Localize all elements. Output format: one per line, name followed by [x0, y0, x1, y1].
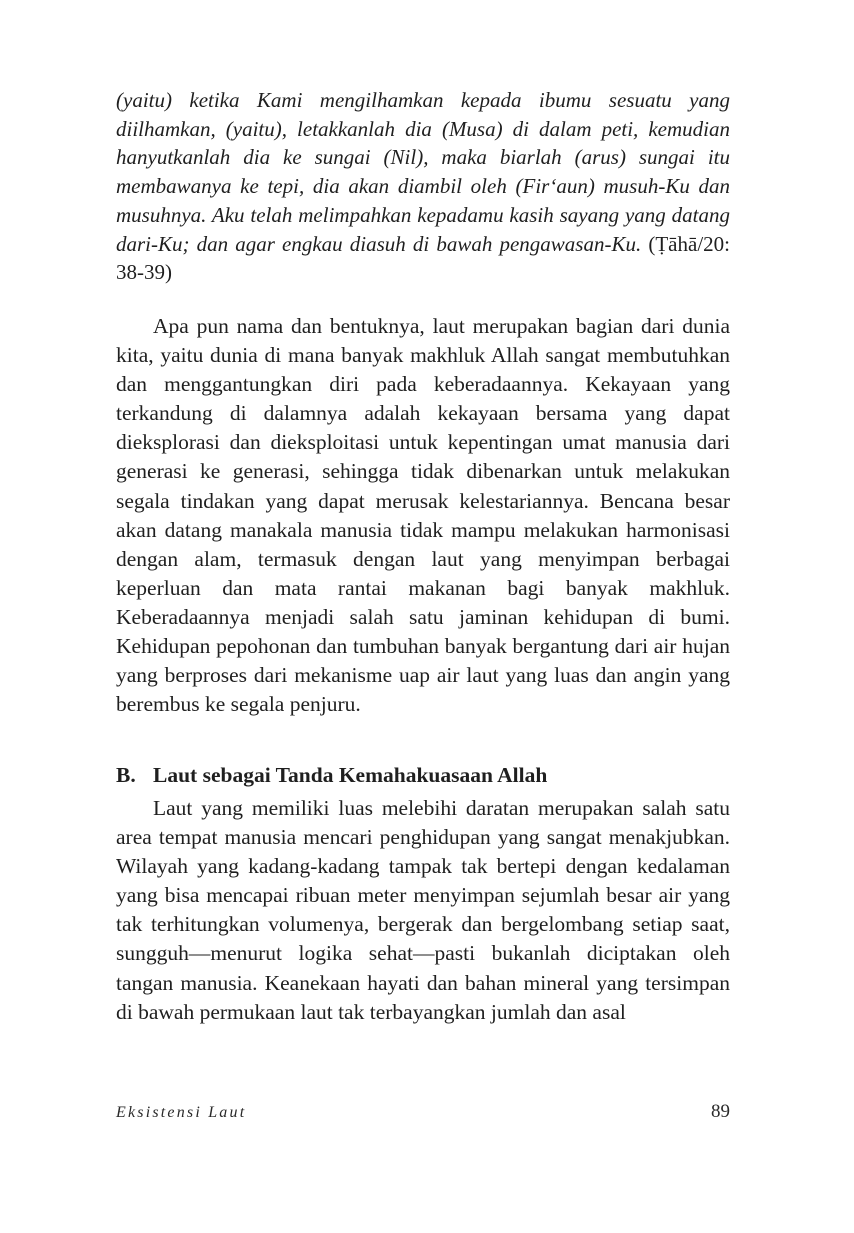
section-title: Laut sebagai Tanda Kemahakuasaan Allah — [153, 763, 548, 787]
page-number: 89 — [711, 1101, 730, 1122]
section-heading — [116, 761, 730, 790]
running-footer-title: Eksistensi Laut — [116, 1104, 247, 1121]
quote-reference: (Ṭāhā/20: 38-39) — [116, 231, 730, 285]
quran-quote — [116, 86, 730, 287]
body-paragraph-1: Apa pun nama dan bentuknya, laut merupakan bagian dari dunia kita, yaitu dunia di mana banyak makhluk Allah sangat membutuhkan dan menggantungkan diri pada keberadaannya. Kekayaan yang terkandung di dalamnya adalah kekayaan bersama yang dapat dieksplorasi dan dieksploitasi untuk kepentingan umat manusia dari generasi ke generasi, sehingga tidak dibenarkan untuk melakukan segala tindakan yang dapat merusak kelestariannya. Bencana besar akan datang manakala manusia tidak mampu melakukan harmonisasi dengan alam, termasuk dengan laut yang menyimpan berbagai keperluan dan mata rantai makanan bagi banyak makhluk. Keberadaannya menjadi salah satu jaminan kehidupan di bumi. Kehidupan pepohonan dan tumbuhan banyak bergantung dari air hujan yang berproses dari mekanisme uap air laut yang luas dan angin yang berembus ke segala penjuru. — [116, 314, 730, 717]
body-paragraph-2: Laut yang memiliki luas melebihi daratan merupakan salah satu area tempat manusia mencari penghidupan yang sangat menakjubkan. Wilayah yang kadang-kadang tampak tak bertepi dengan kedalaman yang bisa mencapai ribuan meter menyimpan sejumlah besar air yang tak terhitungkan volumenya, bergerak dan bergelombang setiap saat, sungguh—menurut logika sehat—pasti bukanlah diciptakan oleh tangan manusia. Keanekaan hayati dan bahan mineral yang tersimpan di bawah permukaan laut tak terbayangkan jumlah dan asal — [116, 796, 730, 1024]
section-number: B. — [116, 763, 136, 787]
quote-text: (yaitu) ketika Kami mengilhamkan kepada ibumu sesuatu yang diilhamkan, (yaitu), letakkanlah dia (Musa) di dalam peti, kemudian hanyutkanlah dia ke sungai (Nil), maka biarlah (arus) sungai itu membawanya ke tepi, dia akan diambil oleh (Fir‘aun) musuh-Ku dan musuhnya. Aku telah melimpahkan kepadamu kasih sayang yang datang dari-Ku; dan agar engkau diasuh di bawah pengawasan-Ku. — [116, 88, 730, 256]
